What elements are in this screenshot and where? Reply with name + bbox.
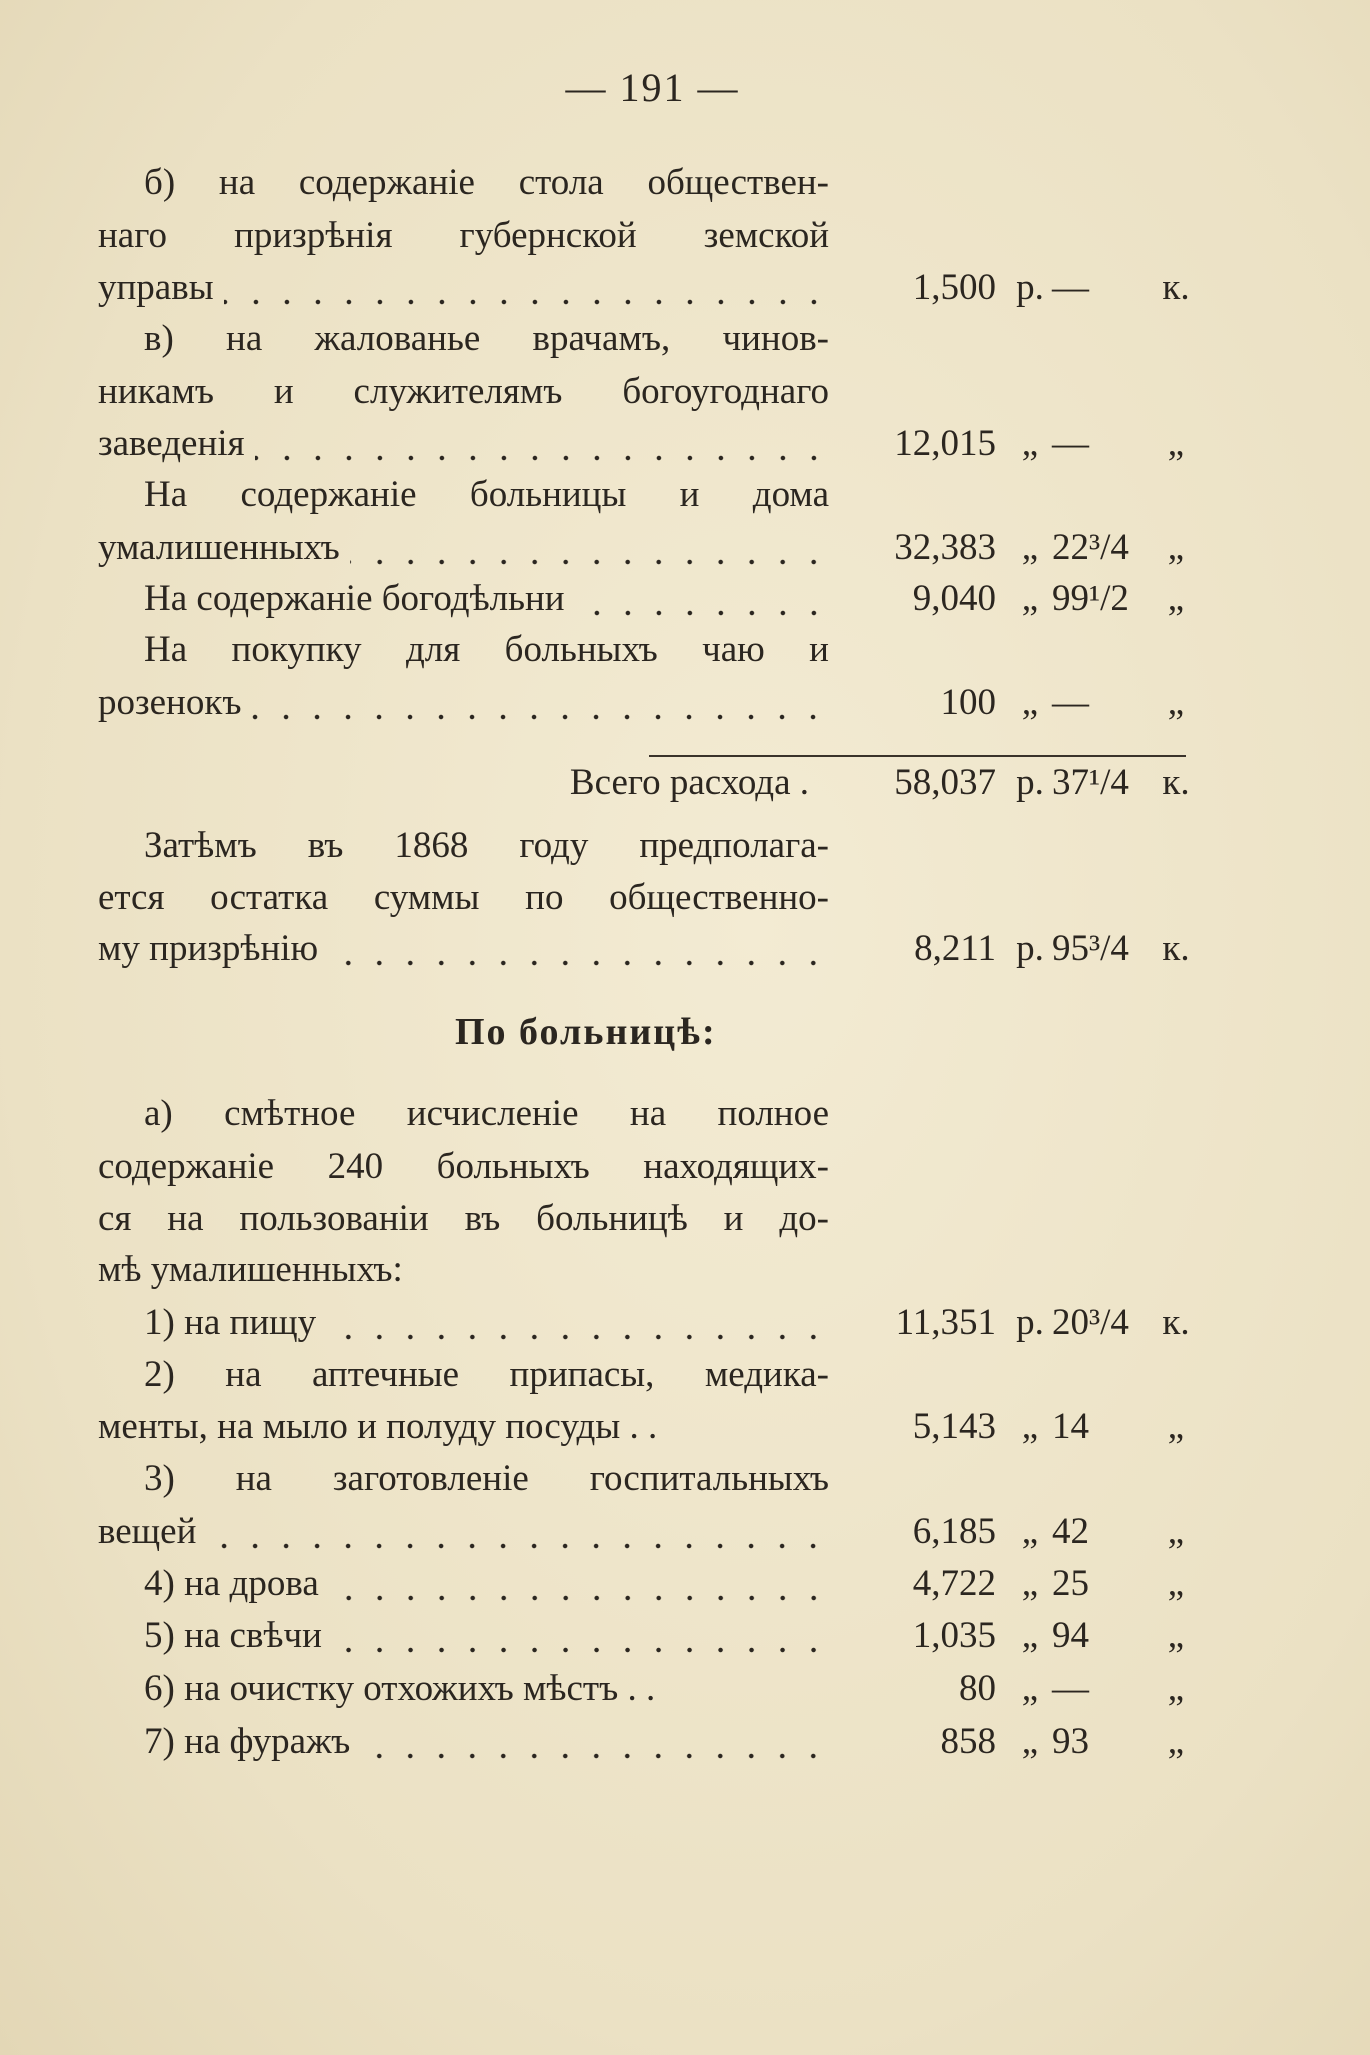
line-text-block — [144, 1349, 829, 1401]
line-text: менты, на мыло и полуду посуды . . — [98, 1406, 658, 1447]
amount-kopeks: 93 — [1052, 1721, 1089, 1762]
kopek-unit: „ — [1167, 1615, 1185, 1656]
dot-leader — [575, 573, 829, 625]
line-text: наго призрѣнія губернской земской — [98, 215, 829, 256]
line-text: 7) на фуражъ — [144, 1721, 351, 1762]
amount-kopeks: 14 — [1052, 1406, 1089, 1447]
line-text-block — [98, 1401, 829, 1453]
ledger-line — [0, 1193, 1370, 1245]
line-text-block — [144, 469, 829, 521]
line-text: Всего расхода . — [569, 762, 809, 803]
ledger-line — [0, 573, 1370, 625]
amount-rubles: 1,500 — [912, 267, 996, 308]
kopek-unit: „ — [1167, 1406, 1185, 1447]
ledger-line — [0, 1349, 1370, 1401]
line-text: му призрѣнію — [98, 928, 319, 969]
currency-unit: р. — [1016, 928, 1044, 969]
line-text-block — [144, 1663, 829, 1715]
line-text-block — [98, 923, 829, 975]
line-text-block — [144, 157, 829, 209]
ledger-line — [0, 1297, 1370, 1349]
dot-leader — [251, 677, 829, 729]
currency-unit: р. — [1016, 1302, 1044, 1343]
line-text: розенокъ — [98, 682, 242, 723]
kopek-unit: к. — [1162, 1302, 1190, 1343]
line-text: ся на пользованіи въ больницѣ и до- — [98, 1198, 829, 1239]
line-text: 1) на пищу — [144, 1302, 317, 1343]
currency-unit: „ — [1021, 682, 1039, 723]
line-text-block — [98, 418, 829, 470]
ledger-line — [0, 366, 1370, 418]
line-text-block — [144, 1558, 829, 1610]
dot-leader — [332, 1610, 829, 1662]
line-text: содержаніе 240 больныхъ находящих- — [98, 1146, 829, 1187]
amount-kopeks: — — [1052, 267, 1089, 308]
dot-leader — [326, 1297, 829, 1349]
dot-leader — [255, 418, 829, 470]
amount-rubles: 1,035 — [912, 1615, 996, 1656]
amount-rubles: 80 — [959, 1668, 996, 1709]
amount-kopeks: 20³/4 — [1052, 1302, 1129, 1343]
ledger-line — [0, 872, 1370, 924]
line-text-block — [144, 624, 829, 676]
ledger-line — [0, 1244, 1370, 1296]
amount-rubles: 858 — [940, 1721, 996, 1762]
line-text-block — [144, 1610, 829, 1662]
line-text-block — [98, 1506, 829, 1558]
amount-rubles: 6,185 — [912, 1511, 996, 1552]
amount-kopeks: — — [1052, 682, 1089, 723]
amount-kopeks: 42 — [1052, 1511, 1089, 1552]
line-text: На содержаніе больницы и дома — [144, 474, 829, 515]
ledger-line — [0, 1088, 1370, 1140]
line-text-block — [144, 573, 829, 625]
amount-rubles: 12,015 — [894, 423, 996, 464]
line-text-block — [98, 210, 829, 262]
amount-rubles: 9,040 — [912, 578, 996, 619]
line-text-block — [98, 1193, 829, 1245]
ledger-line — [0, 923, 1370, 975]
ledger-line — [0, 1558, 1370, 1610]
currency-unit: р. — [1016, 267, 1044, 308]
ledger-line — [0, 522, 1370, 574]
page-number: — 191 — — [565, 65, 740, 110]
ledger-line — [0, 313, 1370, 365]
line-text-block — [98, 1244, 829, 1296]
line-text: заведенія — [98, 423, 245, 464]
ledger-line — [0, 1401, 1370, 1453]
amount-rubles: 58,037 — [894, 762, 996, 803]
ledger-line — [0, 757, 1370, 809]
dot-leader — [224, 262, 829, 314]
currency-unit: „ — [1021, 1406, 1039, 1447]
line-text-block — [98, 677, 829, 729]
kopek-unit: „ — [1167, 423, 1185, 464]
dot-leader — [329, 1558, 829, 1610]
ledger-line — [0, 469, 1370, 521]
line-text-block — [98, 1141, 829, 1193]
currency-unit: „ — [1021, 423, 1039, 464]
amount-rubles: 8,211 — [914, 928, 996, 969]
ledger-line — [0, 1141, 1370, 1193]
amount-kopeks: 37¹/4 — [1052, 762, 1129, 803]
line-text-block — [144, 313, 829, 365]
line-text-block — [98, 757, 809, 809]
line-text: никамъ и служителямъ богоугоднаго — [98, 371, 829, 412]
ledger-line — [0, 210, 1370, 262]
ledger-line — [0, 157, 1370, 209]
line-text: умалишенныхъ — [98, 527, 340, 568]
kopek-unit: к. — [1162, 928, 1190, 969]
line-text: Затѣмъ въ 1868 году предполага- — [144, 825, 829, 866]
dot-leader — [350, 522, 829, 574]
dot-leader — [206, 1506, 829, 1558]
amount-rubles: 4,722 — [912, 1563, 996, 1604]
ledger-line — [0, 1453, 1370, 1505]
currency-unit: „ — [1021, 1721, 1039, 1762]
amount-kopeks: — — [1052, 423, 1089, 464]
line-text: 4) на дрова — [144, 1563, 319, 1604]
line-text-block — [98, 872, 829, 924]
kopek-unit: „ — [1167, 1721, 1185, 1762]
line-text: вещей — [98, 1511, 197, 1552]
kopek-unit: „ — [1167, 578, 1185, 619]
amount-kopeks: 94 — [1052, 1615, 1089, 1656]
line-text: 5) на свѣчи — [144, 1615, 322, 1656]
kopek-unit: „ — [1167, 1563, 1185, 1604]
kopek-unit: „ — [1167, 682, 1185, 723]
ledger-line — [0, 1610, 1370, 1662]
amount-kopeks: — — [1052, 1668, 1089, 1709]
dot-leader — [328, 923, 829, 975]
line-text-block — [144, 1088, 829, 1140]
line-text: управы — [98, 267, 214, 308]
line-text: ется остатка суммы по общественно- — [98, 877, 829, 918]
amount-kopeks: 25 — [1052, 1563, 1089, 1604]
line-text: мѣ умалишенныхъ: — [98, 1249, 403, 1290]
amount-rubles: 5,143 — [912, 1406, 996, 1447]
currency-unit: р. — [1016, 762, 1044, 803]
kopek-unit: „ — [1167, 527, 1185, 568]
dot-leader — [360, 1716, 829, 1768]
kopek-unit: к. — [1162, 267, 1190, 308]
currency-unit: „ — [1021, 527, 1039, 568]
kopek-unit: „ — [1167, 1511, 1185, 1552]
line-text: б) на содержаніе стола обществен- — [144, 162, 829, 203]
line-text-block — [98, 366, 829, 418]
ledger-line — [0, 677, 1370, 729]
line-text-block — [144, 820, 829, 872]
ledger-line — [0, 624, 1370, 676]
currency-unit: „ — [1021, 1668, 1039, 1709]
ledger-line — [0, 820, 1370, 872]
line-text: 2) на аптечные припасы, медика- — [144, 1354, 829, 1395]
line-text-block — [98, 262, 829, 314]
currency-unit: „ — [1021, 578, 1039, 619]
ledger-line — [0, 262, 1370, 314]
currency-unit: „ — [1021, 1511, 1039, 1552]
amount-kopeks: 99¹/2 — [1052, 578, 1129, 619]
line-text: На покупку для больныхъ чаю и — [144, 629, 829, 670]
kopek-unit: „ — [1167, 1668, 1185, 1709]
line-text-block — [98, 522, 829, 574]
amount-kopeks: 22³/4 — [1052, 527, 1129, 568]
amount-rubles: 11,351 — [895, 1302, 996, 1343]
line-text-block — [144, 1297, 829, 1349]
currency-unit: „ — [1021, 1615, 1039, 1656]
line-text: 6) на очистку отхожихъ мѣстъ . . — [144, 1668, 656, 1709]
kopek-unit: к. — [1162, 762, 1190, 803]
amount-kopeks: 95³/4 — [1052, 928, 1129, 969]
line-text: а) смѣтное исчисленіе на полное — [144, 1093, 829, 1134]
ledger-line — [0, 1506, 1370, 1558]
ledger-line — [0, 1663, 1370, 1715]
line-text: в) на жалованье врачамъ, чинов- — [144, 318, 829, 359]
line-text-block — [144, 1453, 829, 1505]
amount-rubles: 100 — [940, 682, 996, 723]
currency-unit: „ — [1021, 1563, 1039, 1604]
line-text-block — [144, 1716, 829, 1768]
ledger-line — [0, 1716, 1370, 1768]
line-text: На содержаніе богодѣльни — [144, 578, 565, 619]
line-text: 3) на заготовленіе госпитальныхъ — [144, 1458, 829, 1499]
ledger-line — [0, 418, 1370, 470]
amount-rubles: 32,383 — [894, 527, 996, 568]
section-heading-text: По больницѣ: — [455, 1011, 717, 1053]
